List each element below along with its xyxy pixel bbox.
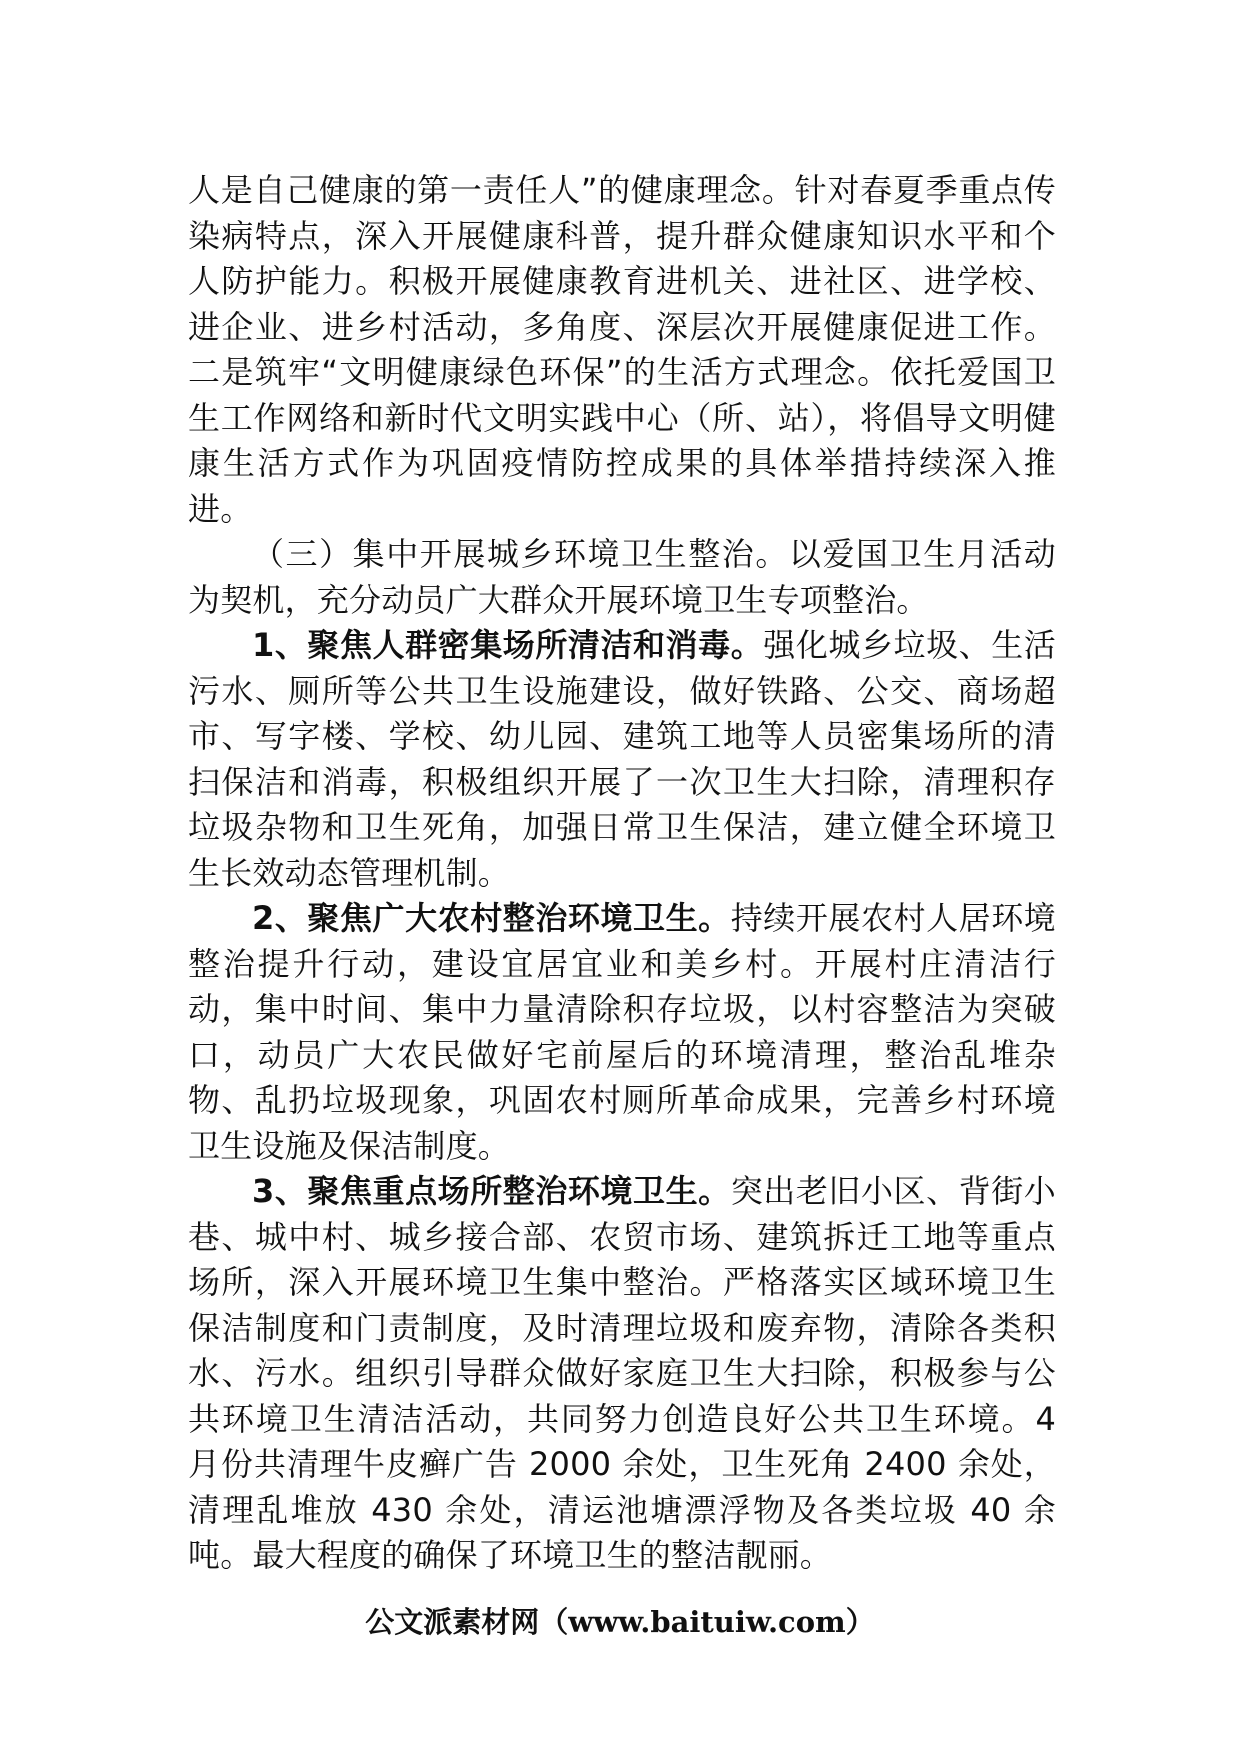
paragraph-text: （三）集中开展城乡环境卫生整治。以爱国卫生月活动为契机，充分动员广大群众开展环境卫生专项整治。 — [188, 535, 1056, 619]
paragraph-section-three — [188, 532, 1056, 623]
page-footer: 公文派素材网（www.baituiw.com） — [365, 1605, 875, 1639]
paragraph-text: 人是自己健康的第一责任人”的健康理念。针对春夏季重点传染病特点，深入开展健康科普，提升群众健康知识水平和个人防护能力。积极开展健康教育进机关、进社区、进学校、进企业、进乡村活动，多角度、深层次开展健康促进工作。二是筑牢“文明健康绿色环保”的生活方式理念。依托爱国卫生工作网络和新时代文明实践中心（所、站），将倡导文明健康生活方式作为巩固疫情防控成果的具体举措持续深入推进。 — [188, 171, 1056, 528]
paragraph-item-2 — [188, 896, 1056, 1169]
paragraph-item-3 — [188, 1169, 1056, 1579]
paragraph-text: 持续开展农村人居环境整治提升行动，建设宜居宜业和美乡村。开展村庄清洁行动，集中时间、集中力量清除积存垃圾，以村容整洁为突破口，动员广大农民做好宅前屋后的环境清理，整治乱堆杂物、乱扔垃圾现象，巩固农村厕所革命成果，完善乡村环境卫生设施及保洁制度。 — [188, 899, 1056, 1165]
item-heading: 2、聚焦广大农村整治环境卫生。 — [252, 899, 731, 937]
paragraph-item-1 — [188, 623, 1056, 896]
paragraph-text: 强化城乡垃圾、生活污水、厕所等公共卫生设施建设，做好铁路、公交、商场超市、写字楼、学校、幼儿园、建筑工地等人员密集场所的清扫保洁和消毒，积极组织开展了一次卫生大扫除，清理积存垃圾杂物和卫生死角，加强日常卫生保洁，建立健全环境卫生长效动态管理机制。 — [188, 626, 1056, 892]
paragraph-health-concept — [188, 168, 1056, 532]
paragraph-text: 突出老旧小区、背街小巷、城中村、城乡接合部、农贸市场、建筑拆迁工地等重点场所，深入开展环境卫生集中整治。严格落实区域环境卫生保洁制度和门责制度，及时清理垃圾和废弃物，清除各类积水、污水。组织引导群众做好家庭卫生大扫除，积极参与公共环境卫生清洁活动，共同努力创造良好公共卫生环境。4 月份共清理牛皮癣广告 2000 余处，卫生死角 2400 余处，清理乱堆放 430 余处，清运池塘漂浮物及各类垃圾 40 余吨。最大程度的确保了环境卫生的整洁靓丽。 — [188, 1172, 1056, 1574]
item-heading: 3、聚焦重点场所整治环境卫生。 — [252, 1172, 731, 1210]
item-heading: 1、聚焦人群密集场所清洁和消毒。 — [252, 626, 764, 664]
document-body — [188, 168, 1056, 1579]
